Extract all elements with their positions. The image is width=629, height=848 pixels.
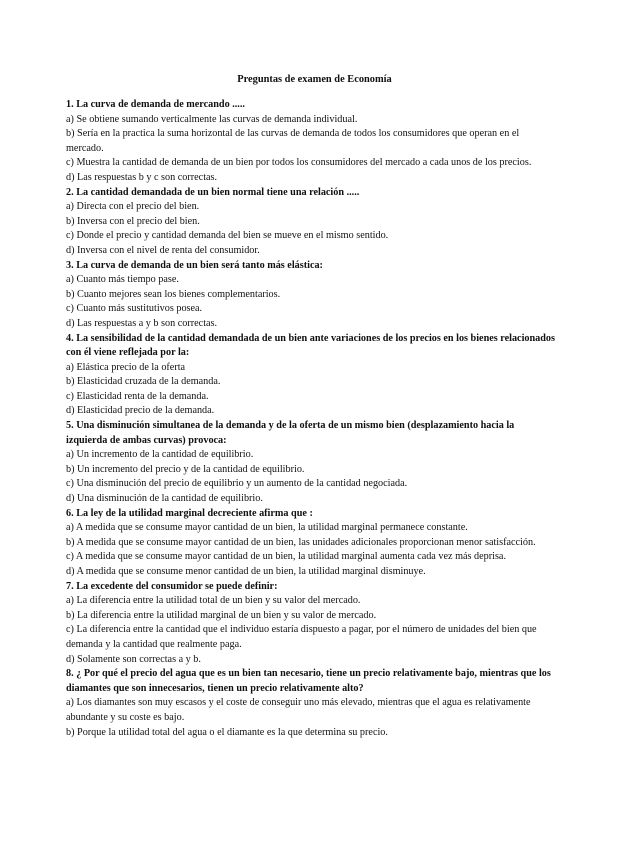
answer-option: d) A medida que se consume menor cantidad de un bien, la utilidad marginal disminuye. — [66, 566, 426, 577]
answer-option: d) Elasticidad precio de la demanda. — [66, 405, 215, 417]
question-block — [66, 332, 556, 420]
answer-option: b) Cuanto mejores sean los bienes complementarios. — [66, 288, 281, 300]
question-block — [66, 259, 556, 332]
answer-option: a) La diferencia entre la utilidad total de un bien y su valor del mercado. — [66, 595, 361, 607]
question-block — [66, 98, 556, 186]
answer-option: c) La diferencia entre la cantidad que el individuo estaría dispuesto a pagar, por el número de unidades del bien que demanda y la cantidad que realmente paga. — [66, 624, 537, 650]
question-list — [66, 98, 556, 740]
answer-option: c) Elasticidad renta de la demanda. — [66, 390, 209, 402]
question-block — [66, 186, 556, 259]
question-text: 2. La cantidad demandada de un bien normal tiene una relación ..... — [66, 186, 360, 198]
answer-option: d) Inversa con el nivel de renta del consumidor. — [66, 244, 260, 256]
question-text: 5. Una disminución simultanea de la demanda y de la oferta de un mismo bien (desplazamiento hacia la izquierda de ambas curvas) provoca: — [66, 420, 515, 446]
answer-option: d) Las respuestas b y c son correctas. — [66, 171, 218, 183]
answer-option: b) Porque la utilidad total del agua o el diamante es la que determina su precio. — [66, 726, 388, 738]
question-text: 7. La excedente del consumidor se puede definir: — [66, 580, 278, 592]
answer-option: c) Cuanto más sustitutivos posea. — [66, 303, 203, 315]
answer-option: a) Cuanto más tiempo pase. — [66, 274, 179, 286]
question-block — [66, 667, 556, 740]
answer-option: b) A medida que se consume mayor cantidad de un bien, las unidades adicionales proporcionan menor satisfacción. — [66, 536, 536, 548]
answer-option: a) Se obtiene sumando verticalmente las curvas de demanda individual. — [66, 113, 358, 125]
answer-option: a) Los diamantes son muy escasos y el coste de conseguir uno más elevado, mientras que el agua es relativamente abundante y su coste es bajo. — [66, 697, 531, 723]
question-text: 4. La sensibilidad de la cantidad demandada de un bien ante variaciones de los precios en los bienes relacionados con él viene reflejada por la: — [66, 332, 555, 359]
answer-option: b) La diferencia entre la utilidad marginal de un bien y su valor de mercado. — [66, 609, 377, 621]
answer-option: d) Solamente son correctas a y b. — [66, 653, 201, 665]
question-text: 1. La curva de demanda de mercando ..... — [66, 99, 245, 110]
answer-option: c) Donde el precio y cantidad demanda del bien se mueve en el mismo sentido. — [66, 230, 389, 242]
answer-option: c) Una disminución del precio de equilibrio y un aumento de la cantidad negociada. — [66, 478, 408, 490]
question-text: 8. ¿ Por qué el precio del agua que es un bien tan necesario, tiene un precio relativamente bajo, mientras que los diamantes que son innecesarios, tienen un precio relativamente alto? — [66, 668, 551, 694]
answer-option: b) Inversa con el precio del bien. — [66, 215, 200, 227]
answer-option: a) Elástica precio de la oferta — [66, 361, 186, 373]
answer-option: a) Un incremento de la cantidad de equilibrio. — [66, 449, 254, 461]
question-block — [66, 580, 556, 668]
question-block — [66, 507, 556, 580]
question-text: 3. La curva de demanda de un bien será tanto más elástica: — [66, 259, 323, 271]
answer-option: a) Directa con el precio del bien. — [66, 201, 200, 213]
question-text: 6. La ley de la utilidad marginal decreciente afirma que : — [66, 507, 313, 519]
answer-option: b) Un incremento del precio y de la cantidad de equilibrio. — [66, 463, 305, 475]
answer-option: b) Sería en la practica la suma horizontal de las curvas de demanda de todos los consumidores que operan en el mercado. — [66, 128, 520, 154]
answer-option: d) Una disminución de la cantidad de equilibrio. — [66, 493, 263, 505]
answer-option: b) Elasticidad cruzada de la demanda. — [66, 376, 221, 388]
answer-option: a) A medida que se consume mayor cantidad de un bien, la utilidad marginal permanece constante. — [66, 522, 468, 534]
question-block — [66, 419, 556, 507]
answer-option: c) Muestra la cantidad de demanda de un bien por todos los consumidores del mercado a cada unos de los precios. — [66, 157, 532, 169]
answer-option: c) A medida que se consume mayor cantidad de un bien, la utilidad marginal aumenta cada vez más deprisa. — [66, 551, 506, 563]
answer-option: d) Las respuestas a y b son correctas. — [66, 317, 218, 329]
document-title: Preguntas de examen de Economía — [237, 74, 392, 85]
